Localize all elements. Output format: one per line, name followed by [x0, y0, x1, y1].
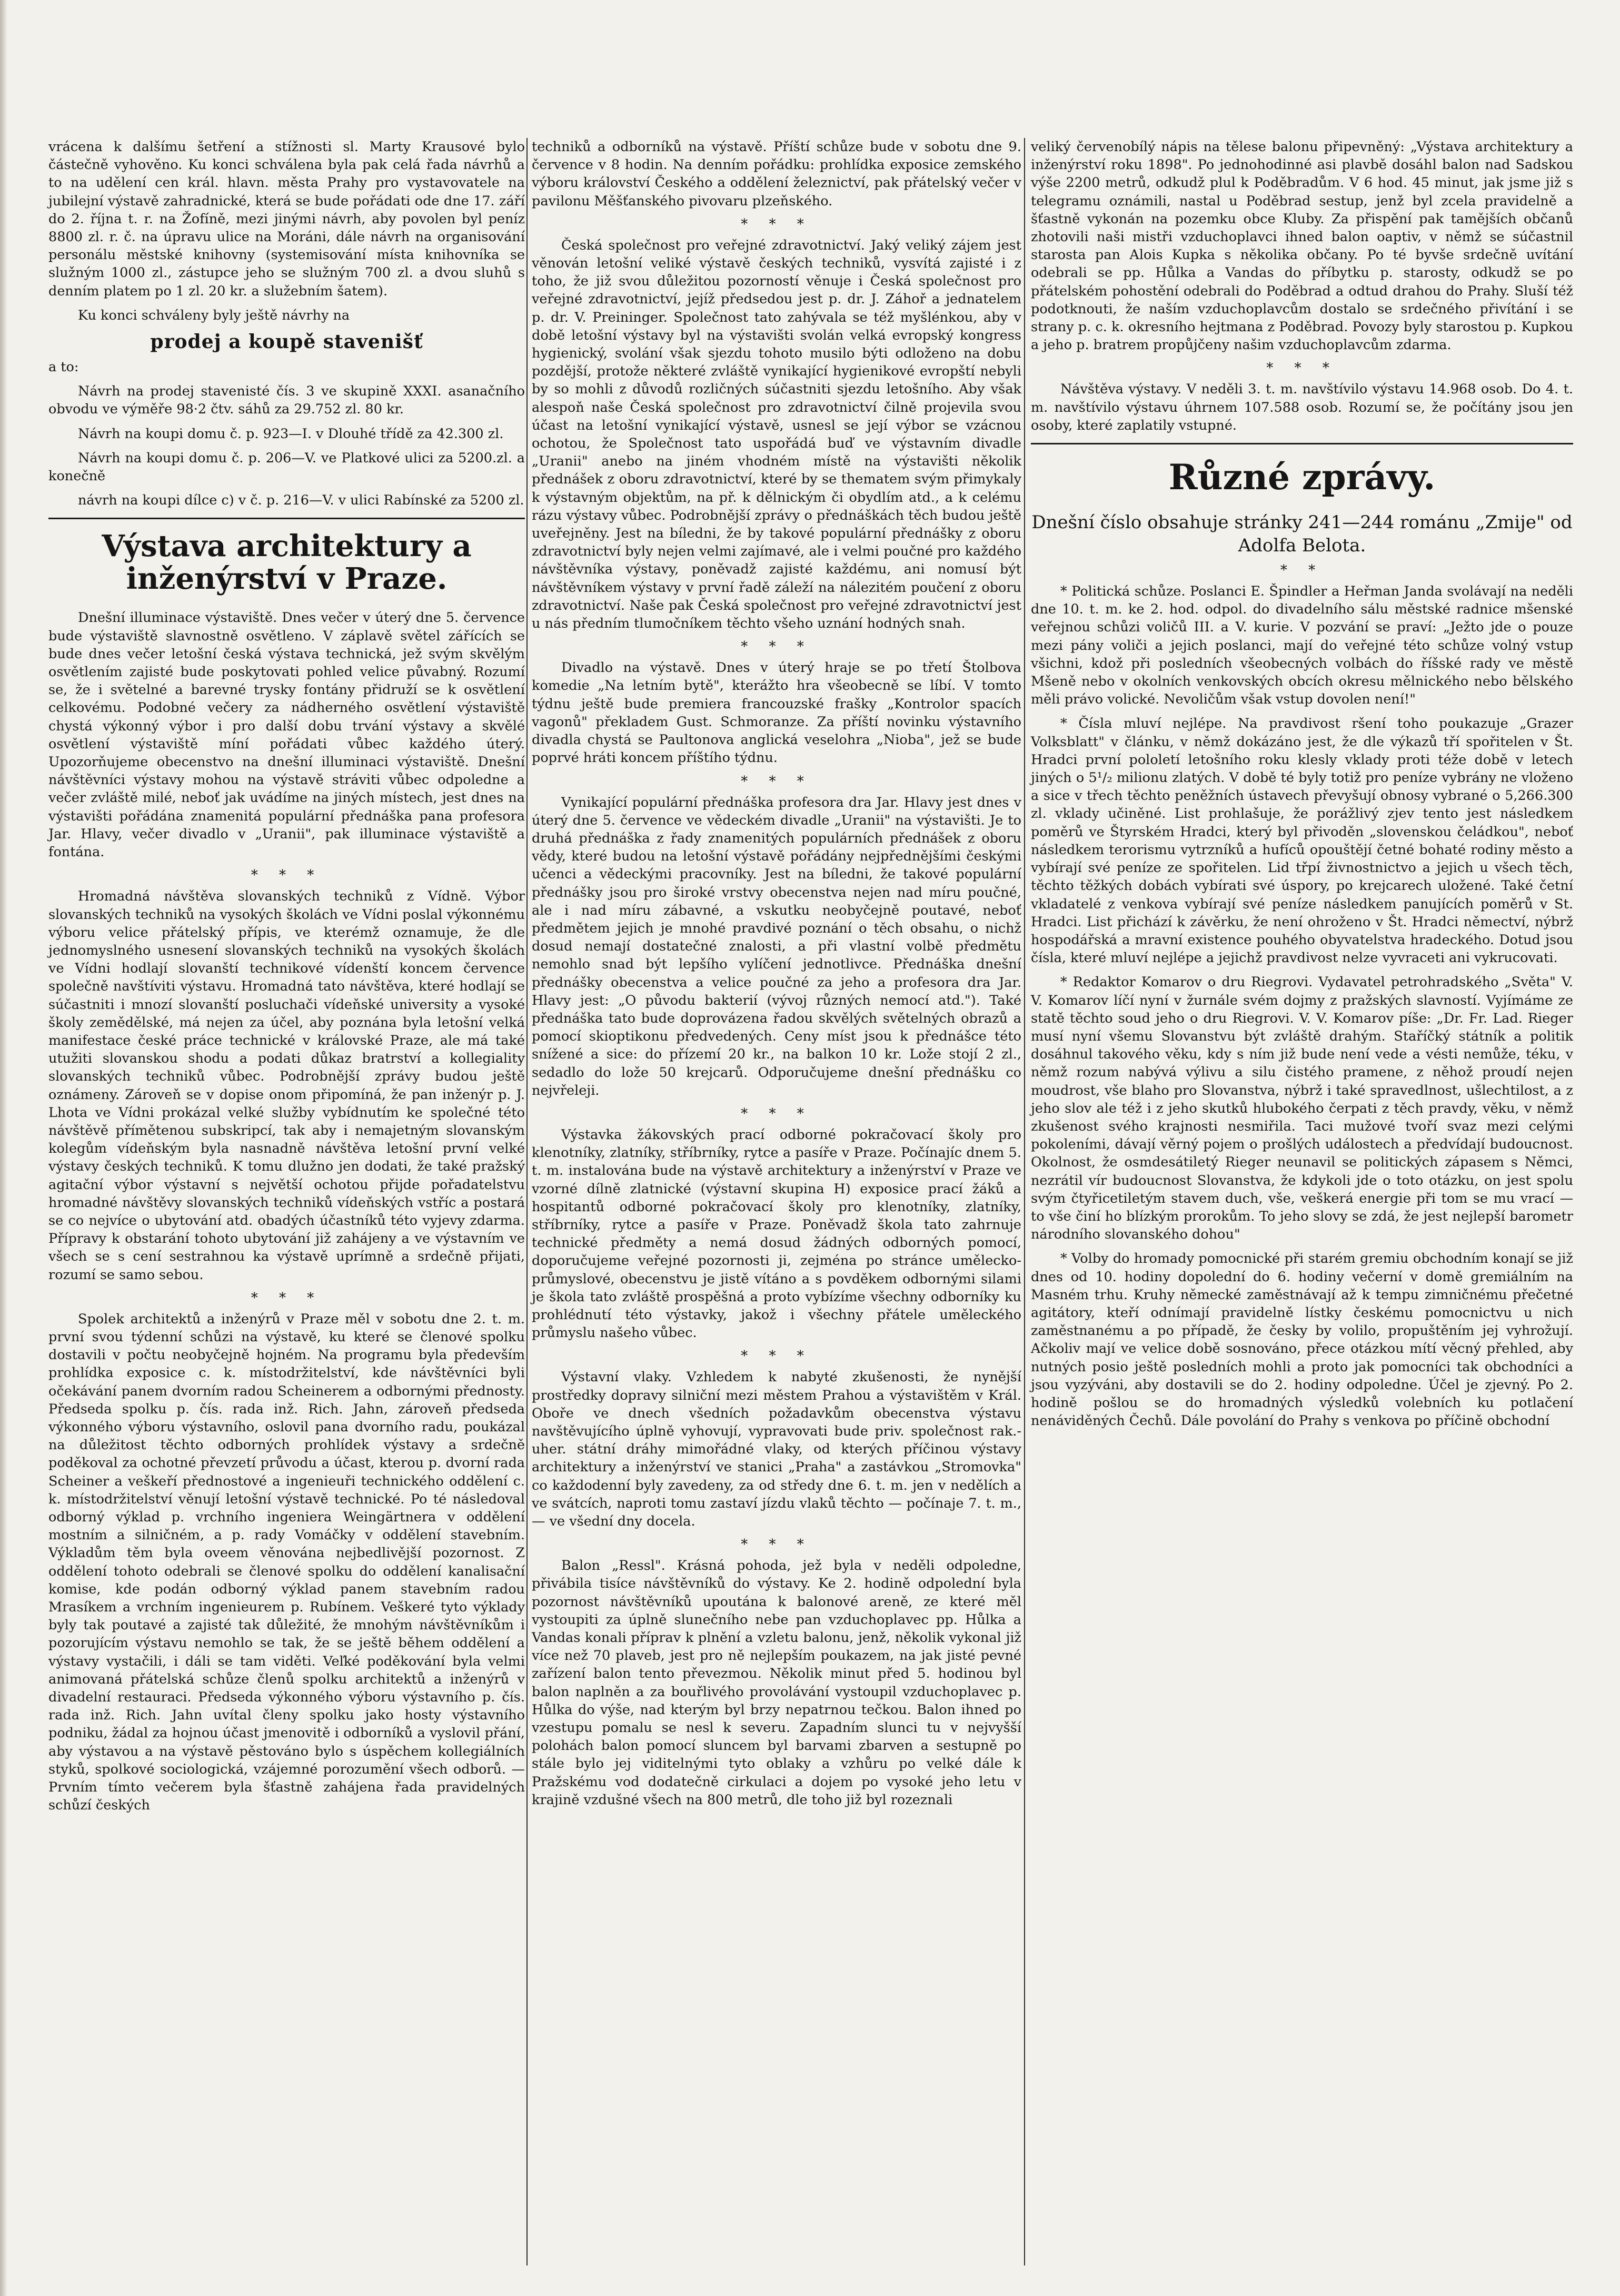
paragraph-proposal-3: Návrh na koupi domu č. p. 206—V. ve Platkové ulici za 5200.zl. a konečně	[48, 450, 525, 484]
section-divider	[48, 518, 525, 519]
heading-vystava-architektury: Výstava architektury a inženýrství v Praze.	[102, 529, 472, 597]
page-edge-shadow	[0, 0, 7, 2296]
separator-stars: * * *	[1266, 360, 1338, 377]
separator-stars: * * *	[741, 1105, 812, 1122]
article-vystavni-vlaky: Výstavní vlaky. Vzhledem k nabyté zkušenosti, že nynější prostředky dopravy silniční mezi městem Prahou a výstavištěm v Král. Oboře ve dnech všedních požadavkům obecenstva výstavu navštěvujícího úplně vyhovují, vypravovati bude priv. společnost rak.-uher. státní dráhy mimořádné vlaky, od kterých příčinou výstavy architektury a inženýrství ve stanici „Praha" a zastávkou „Stromovka" co každodenní byly zavedeny, za od středy dne 6. t. m. jen v nedělích a ve svátcích, naproti tomu zastaví jízdu vlaků těchto — počínaje 7. t. m., — ve všední dny docela.	[532, 1369, 1021, 1530]
article-navsteva: Návštěva výstavy. V neděli 3. t. m. navštívilo výstavu 14.968 osob. Do 4. t. m. navštívilo výstavu úhrnem 107.588 osob. Rozumí se, že počítány jsou jen osoby, které zaplatily vstupné.	[1031, 381, 1573, 433]
article-balon-ressl: Balon „Ressl". Krásná pohoda, jež byla v neděli odpoledne, přivábila tisíce návštěvníků do výstavy. Ke 2. hodině odpolední byla pozornost návštěvníků upoutána k balonové areně, ze které měl vystoupiti za úplně slunečního nebe pan vzduchoplavec pp. Hůlka a Vandas konali příprav k plnění a vzletu balonu, jenž, několik vykonal již více než 70 plaveb, jest pro ně nejlepším poukazem, na jak jisté pevné zařízení balon tento převezmou. Několik minut před 5. hodinou byl balon naplněn a za bouřlivého provolávání vystoupil vzduchoplavec p. Hůlka do výše, nad kterým byl brzy nepatrnou tečkou. Balon ihned po vzestupu pomalu se nesl k severu. Zapadním slunci tu v nejvyšší polohách balon pomocí sluncem byl barvami zbarven a sestupně po stále bylo jej viditelnými tyto oblaky a vzhůru po velké dále k Pražskému vod dodatečně cirkulaci a dojem po vysoké jeho letu v krajině vzdušné všech na 800 metrů, dle toho již byl rozeznali	[532, 1558, 1021, 1808]
article-zdravotnictvi: Česká společnost pro veřejné zdravotnictví. Jaký veliký zájem jest věnován letošní veliké výstavě českých techniků, vysvítá zajisté i z toho, že již svou důležitou pozorností věnuje i Česká společnost pro veřejné zdravotnictví, jejíž předsedou jest p. dr. J. Záhoř a jednatelem p. dr. V. Preininger. Společnost tato zahývala se též myšlénkou, aby v době letošní výstavy byl na výstavišti svolán velká evropský kongress hygienický, svolání však sjezdu tohoto musilo býti odloženo na dobu pozdější, protože některé zvláště vynikající hygienikové evropští nebyli by so mohli z důvodů rozličných súčastniti sjezdu letošního. Aby však alespoň naše Česká společnost pro zdravotnictví čilně projevila svou účast na letošní vynikající výstavě, usnesl se její výbor se vzácnou ochotou, že Společnost tato uspořádá buď ve výstavním divadle „Uranii" anebo na jiném vhodném místě na výstavišti několik přednášek z oboru zdravotnictví, které by se thematem svým přimykaly k výstavným objektům, na př. k dělnickým či obydlím atd., a k celému rázu výstavy vůbec. Podrobnější zprávy o přednáškách těch budou ještě uveřejněny. Jest na bíledni, že by takové populární přednášky z oboru zdravotnictví byly nejen velmi zajímavé, ale i velmi poučné pro každého návštěvníka výstavy, poněvadž zajisté každému, ani nomusí být návštěvníkem výstavy v první řadě záleží na nálezitém poučení z oboru zdravotnictví. Naše pak Česká společnost pro veřejné zdravotnictví jest u nás předním tlumočníkem těchto všeho uznání hodných snah.	[532, 237, 1021, 632]
separator-stars: * * *	[741, 773, 812, 789]
article-balon-continued: veliký červenobílý nápis na tělese balonu připevněný: „Výstava architektury a inženýrství roku 1898". Po jednohodinné asi plavbě dosáhl balon nad Sadskou výše 2200 metrů, odkudž plul k Poděbradům. V 6 hod. 45 minut, jak jsme již s telegramu oznámili, nastal u Poděbrad sestup, jenž byl zcela pravidelně a šťastně vykonán na pozemku obce Kluby. Za přispění pak tamějších občanů zhotovili naši mistři vzduchoplavci ihned balon oaptiv, v němž se súčastnil starosta pan Alois Kupka s několika občany. Po té byvše srdečně uvítání odebrali se pp. Hůlka a Vandas do příbytku p. starosty, odkudž se po přátelském pohostění odebrali do Poděbrad a odtud drahou do Prahy. Sluší též podotknouti, že naším vzduchoplavcům dostalo se srdečného přivítání i se strany p. c. k. okresního hejtmana z Poděbrad. Povozy byly starostou p. Kupkou a jeho p. bratrem propůjčeny našim vzduchoplavcům zdarma.	[1031, 139, 1573, 353]
section-divider	[1031, 443, 1573, 444]
separator-stars: * *	[1280, 562, 1324, 579]
separator-stars: * * *	[251, 1290, 323, 1306]
article-politicka-schuze: * Politická schůze. Poslanci E. Špindler a Heřman Janda svolávají na neděli dne 10. t. m. ke 2. hod. odpol. do divadelního sálu městské radnice mšenské veřejnou schůzi voličů III. a V. kurie. V pozvání se praví: „Ježto jde o pouze mezi pány voliči a jejich poslanci, mají do veřejné této schůze volný vstup všichni, kdož při posledních všeobecných volbách do říšské rady ve městě Mšeně nebo v okolních venkovských obcích okresu mělnického nebo bělského měli právo volické. Nevoličům však vstup dovolen není!"	[1031, 583, 1573, 708]
separator-stars: * * *	[741, 1537, 812, 1553]
heading-ruzne-zpravy: Různé zprávy.	[1168, 457, 1436, 498]
separator-stars: * * *	[741, 216, 812, 232]
column-rule-2	[1024, 138, 1025, 2265]
article-spolek-architektu: Spolek architektů a inženýrů v Praze měl v sobotu dne 2. t. m. první svou týdenní schůzi na výstavě, ku které se členové spolku dostavili v počtu neobyčejně hojném. Na programu byla především prohlídka exposice c. k. místodržitelství, kde návštěvníci byli očekávání panem dvorním radou Scheinerem a odbornými přednosty. Předseda spolku p. čís. rada inž. Rich. Jahn, zároveň předseda výkonného výboru výstavního, oslovil pana dvorního radu, poukázal na důležitost těchto odborných prohlídek výstavy a srdečně poděkoval za ochotné převzetí průvodu a účast, kterou p. dvorní rada Scheiner a veškeří přednostové a ingenieuři technického oddělení c. k. místodržitelství věnují letošní výstavě technické. Po té následoval odborný výklad p. vrchního ingeniera Weingärtnera v oddělení mostním a silničném, a p. rady Vomáčky v oddělení stavebním. Výkladům těm byla oveem věnována nejbedlivější pozornost. Z oddělení tohoto odebrali se členové spolku do oddělení kanalisační komise, kde podán odborný výklad panem stavebním radou Mrasíkem a vrchním ingenieurem p. Rubínem. Veškeré tyto výklady byly tak poutavé a zajisté tak důležité, že mnohým návštěvníkům i pozorujícím výstavu nemohlo se tak, že se ještě během oddělení a výstavy vystačili, i dáli se tam viděti. Veľké poděkování byla velmi animovaná přátelská schůze členů spolku architektů a inženýrů v divadelní restauraci. Předseda výkonného výboru výstavního p. čís. rada inž. Rich. Jahn uvítal členy spolku jako hosty výstavního podniku, žádal za hojnou účast jmenovitě i odborníků a vyslovil přání, aby výstavou a na výstavě pěstováno bylo s úspěchem kollegiálních styků, spolkové sociologická, vzájemné porozumění všech odborů. — Prvním tímto večerem byla šťastně zahájena řada pravidelných schůzí českých	[48, 1311, 525, 1814]
article-spolek-continued: techniků a odborníků na výstavě. Příští schůze bude v sobotu dne 9. července v 8 hodin. Na denním pořádku: prohlídka exposice zemského výboru království Českého a oddělení železnictví, pak přátelský večer v pavilonu Měšťanského pivovaru plzeňského.	[532, 139, 1021, 209]
intro-zmije: Dnešní číslo obsahuje stránky 241—244 románu „Zmije" od Adolfa Belota.	[1031, 512, 1573, 557]
column-middle	[532, 138, 1021, 1815]
article-komarov-rieger: * Redaktor Komarov o dru Riegrovi. Vydavatel petrohradského „Světa" V. V. Komarov líčí nyní v žurnále svém dojmy z pražských slavností. Vyjímáme ze statě těchto soud jeho o dru Riegrovi. V. V. Komarov píše: „Dr. Fr. Lad. Rieger musí nyní všemu Slovanstvu být zvláště drahým. Staříčký státník a politik dosáhnul takového věku, kdy s ním již bude není vede a vésti nemůže, téku, v němž rozum nabývá výlivu a silu čistého pramene, z něhož proudí nejen moudrost, vše blaho pro Slovanstva, nýbrž i také spravedlnost, ušlechtilost, a z jeho slov ale též i z jeho skutků hlubokého čerpati z těch pravdy, věku, v němž zkušenost svého krajnosti nesmiřila. Taci mužové tvoří svaz mezi celými pokoleními, dávají věrný pojem o prošlých událostech a předvídají budoucnost. Okolnost, že osmdesátiletý Rieger neunavil se politických zápasem s Němci, nezrátil vír budoucnost Slovanstva, že kdykoli jde o toto otázku, on jest spolu svým čtyřicetiletým stavem duch, vše, veškerá energie při tom se mu vrací — to vše činí ho blízkým prorokům. To jeho slovy se zdá, že jest nejlepší barometr národního slovanského dohou"	[1031, 974, 1573, 1243]
paragraph-proposal-1: Návrh na prodej stavenisté čís. 3 ve skupině XXXI. asanačního obvodu ve výměře 98·2 čtv. sáhů za 29.752 zl. 80 kr.	[48, 383, 525, 418]
paragraph-approved: Ku konci schváleny byly ještě návrhy na	[78, 307, 350, 323]
article-vystavka-zaku: Výstavka žákovských prací odborné pokračovací školy pro klenotníky, zlatníky, stříbrníky, rytce a pasíře v Praze. Počínajíc dnem 5. t. m. instalována bude na výstavě architektury a inženýrství v Praze ve vzorné dílně zlatnické (výstavní skupina H) exposice prací žáků a hospitantů odborné pokračovací školy pro klenotníky, zlatníky, stříbrníky, rytce a pasíře v Praze. Poněvadž škola tato zahrnuje technické předměty a nemá dosud žádných odborných pomocí, doporučujeme veřejné pozornosti ji, zejména po stránce umělecko-průmyslové, obecenstvu je jistě vítáno a s povděkem odbornými silami je škola tato zvláště prospěšná a proto vybízíme všechny odborníky ku prohlédnutí této výstavky, jakož i všechny přátele uměleckého průmyslu našeho vůbec.	[532, 1126, 1021, 1341]
separator-stars: * * *	[251, 867, 323, 884]
paragraph-proposal-2: Návrh na koupi domu č. p. 923—I. v Dlouhé třídě za 42.300 zl.	[78, 425, 504, 442]
column-left	[48, 138, 525, 1820]
article-volby-gremium: * Volby do hromady pomocnické při starém gremiu obchodním konají se již dnes od 10. hodiny dopolední do 6. hodiny večerní v domě gremiálním na Masném trhu. Kruhy německé zaměstnávají až k tempu zimničnému přečetné agitátory, kteří odnímají pravidelně lístky českému pomocnictvu u nich zaměstnanému a po případě, že česky by volilo, propuštěním jej vyhrožují. Ačkoliv mají ve velice době sosnováno, přece otázkou mítí věcný přehled, aby nutných posio ještě posledních mohli a proto jak pomocníci tak obchodníci a jsou vyzýváni, aby dostavili se do 2. hodiny odpoledne. Účel je zjevný. Po 2. hodině pošlou se do hromadných výsledků volebních ku potlačení nenáviděných Čechů. Dále povolání do Prahy s venkova po příčině obchodní	[1031, 1251, 1573, 1429]
separator-stars: * * *	[741, 639, 812, 655]
article-cisla-mluvi: * Čísla mluví nejlépe. Na pravdivost ršení toho poukazuje „Grazer Volksblatt" v článku, v němž dokázáno jest, že dle výkazů tří spořitelen v Št. Hradci první pololetí letošního roku klesly vklady proti téže době v letech jiných o 5¹/₂ milionu zlatých. V době té byly totiž pro peníze vybrány ne vloženo a sice v třech těchto peněžních ústavech převyšují obnosy vybrané o 5,266.300 zl. vklady učiněné. List prohlašuje, že porážlivý zjev tento jest následkem poměrů ve Štyrském Hradci, který byl přivoděn „slovenskou čeládkou", neboť následkem terorismu vytrzníků a hufíců opouštějí četné bohaté rodiny město a vybírají své peníze ze spořitelen. Lid třpí živnostnictvo a jejich u všech těch, těchto těžkých dobách vybírati své úspory, po krejcarech uložené. Také četní vkladatelé z venkova vybírají své peníze následkem panujících poměrů v St. Hradci. List přichází k závěrku, že není ohroženo v Št. Hradci němectví, nýbrž hospodářská a mravní existence pouhého obyvatelstva hradeckého. Dotud jsou čísla, které mluví nejlépe a jejichž pravdivost nelze vyvraceti ani vykrucovati.	[1031, 716, 1573, 966]
article-divadlo: Divadlo na výstavě. Dnes v úterý hraje se po třetí Štolbova komedie „Na letním bytě", kterážto hra všeobecně se líbí. V tomto týdnu ještě bude premiera francouzské frašky „Kontrolor spacích vagonů" překladem Gust. Schmoranze. Za příští novinku výstavního divadla chystá se Paultonova anglická veselohra „Nioba", jež se bude poprvé hráti koncem příštího týdnu.	[532, 660, 1021, 766]
paragraph-ato: a to:	[48, 359, 79, 375]
paragraph-proposal-4: návrh na koupi dílce c) v č. p. 216—V. v ulici Rabínské za 5200 zl.	[78, 492, 524, 509]
heading-prodej-koupe: prodej a koupě stavenišť	[150, 331, 423, 353]
paragraph-council: vrácena k dalšímu šetření a stížnosti sl. Marty Krausové bylo částečně vyhověno. Ku konci schválena byla pak celá řada návrhů a to na udělení cen král. hlavn. města Prahy pro vystavovatele na jubilejní výstavě zahradnické, která se bude pořádati ode dne 17. září do 2. října t. r. na Žofíně, mezi jinými návrh, aby povolen byl peníz 8800 zl. r. č. na úpravu ulice na Moráni, dále návrh na organisování personálu městské knihovny (systemisování místa knihovníka se služným 1000 zl., zástupce jeho se služným 700 zl. a dvou sluhů s denním platem po 1 zl. 20 kr. a služebním šatem).	[48, 139, 525, 299]
article-illuminace: Dnešní illuminace výstaviště. Dnes večer v úterý dne 5. července bude výstaviště slavnostně osvětleno. V záplavě světel zářících se bude dnes večer letošní česká výstava technická, jež svým skvělým osvětlením zajisté bude poskytovati pohled velice půvabný. Rozumí se, že i světelné a barevné trysky fontány přidruží se k osvětlení celkovému. Podobné večery za nádherného osvětlení výstaviště chystá výkonný výbor i pro další dobu trvání výstavy a skvělé osvětlení výstaviště míní pořádati vůbec každého úterý. Upozorňujeme obecenstvo na dnešní illuminaci výstaviště. Dnešní návštěvníci výstavy mohou na výstavě stráviti vůbec odpoledne a večer zvláště milé, neboť jak uvádíme na jiných místech, jest dnes na výstavišti pořádána znamenitá populární přednáška pana profesora Jar. Hlavy, večer divadlo v „Uranii", pak illuminace výstaviště a fontána.	[48, 610, 525, 860]
separator-stars: * * *	[741, 1348, 812, 1364]
article-prednaska-hlavy: Vynikající populární přednáška profesora dra Jar. Hlavy jest dnes v úterý dne 5. července ve vědeckém divadle „Uranii" na výstavišti. Je to druhá přednáška z řady znamenitých populárních přednášek z oboru vědy, které budou na letošní výstavě pořádány nejpřednějšími českými učenci a vědeckými pracovníky. Jest na bíledni, že takové populární přednášky jsou pro široké vrstvy obecenstva nejen nad míru poučné, ale i nad míru zábavné, a vskutku neobyčejně poutavé, neboť předmětem jejich je mnohé pravdivé poznání o těch obsahu, o nichž dosud nemají dostatečné znalosti, a při vlastní volbě předmětu nemohlo snad být lepšího vylíčení jednotlivce. Přednáška dnešní přednášky obecenstva a velice poučné za jeho a profesora dra Jar. Hlavy jest: „O původu bakterií (vývoj různých nemocí atd."). Také přednáška tato bude doprovázena řadou skvělých světelných obrazů a pomocí skioptikonu předvedených. Ceny míst jsou k přednášce této snížené a sice: do přízemí 20 kr., na balkon 10 kr. Lože stojí 2 zl., sedadlo do lože 50 krejcarů. Odporučujeme dnešní přednášku co nejvřeleji.	[532, 794, 1021, 1098]
article-slovansti-technici: Hromadná návštěva slovanských techniků z Vídně. Výbor slovanských techniků na vysokých školách ve Vídni poslal výkonnému výboru velice přátelský přípis, ve kterémž oznamuje, že dle jednomyslného usnesení slovanských techniků na vysokých školách ve Vídni hodlají slovanští technikové vídenští koncem července společně navštíviti výstavu. Hromadná tato návštěva, které hodlají se súčastniti i mnozí slovanští posluchači vídeňské university a vysoké školy zemědělské, má nejen za účel, aby poznána byla letošní velká manifestace české práce technické v královské Praze, ale má také utužiti slovanskou shodu a podati důkaz bratrství a kollegiality slovanských techniků vůbec. Podrobnější zprávy budou ještě oznámeny. Zároveň se v dopise onom připomíná, že pan inženýr p. J. Lhota ve Vídni prokázal velké služby vybídnutím ke společné této návštěvě přímětenou subskripcí, tak aby i nemajetným slovanským kolegům vídeňským byla nasnadně návštěva letošní první velké výstavy českých techniků. K tomu dlužno jen dodati, že také pražský agitační výbor výstavní s největší ochotou přijde pořadatelstvu hromadné návštěvy slovanských techniků vídeňských vstříc a postará se co nejvíce o ubytování atd. obadých účastníků této vyjevy zdarma. Přípravy k obstarání tohoto ubytování již zahájeny a ve výstavním ve všech se s cení sestrahnou ka výstavě uprímně a srdečně přijati, rozumí se samo sebou.	[48, 888, 525, 1283]
column-rule-1	[526, 138, 528, 2265]
column-right	[1031, 138, 1573, 1436]
